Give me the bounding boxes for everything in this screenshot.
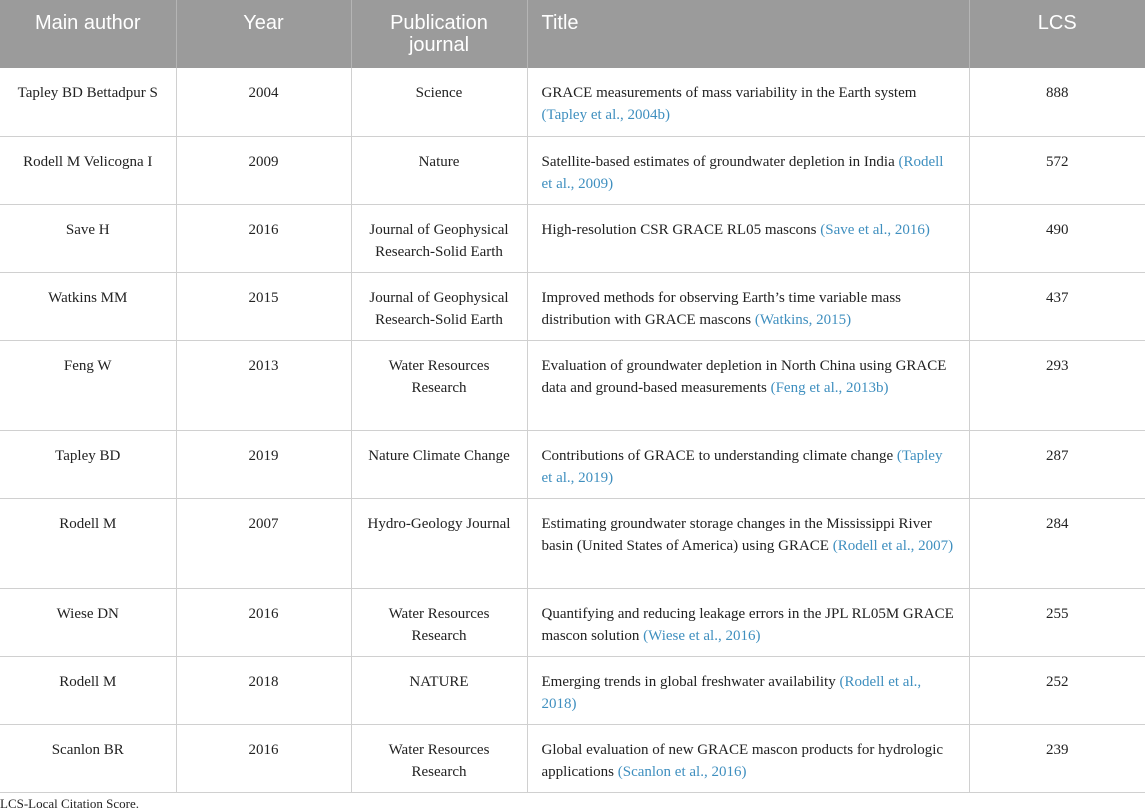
- author-cell: Watkins MM: [0, 272, 176, 340]
- journal-cell: Nature: [351, 136, 527, 204]
- lcs-cell: 239: [969, 724, 1145, 792]
- header-author: Main author: [0, 0, 176, 68]
- journal-cell: Journal of Geophysical Research-Solid Earth: [351, 204, 527, 272]
- journal-cell: NATURE: [351, 656, 527, 724]
- journal-cell: Nature Climate Change: [351, 430, 527, 498]
- author-cell: Feng W: [0, 340, 176, 430]
- year-cell: 2004: [176, 68, 351, 136]
- author-cell: Rodell M: [0, 656, 176, 724]
- title-text: Quantifying and reducing leakage errors in the JPL RL05M GRACE mascon solution: [541, 605, 954, 644]
- table-footnote: LCS-Local Citation Score.: [0, 796, 140, 811]
- citation-link[interactable]: (Rodell et al., 2018): [541, 673, 922, 712]
- citation-link[interactable]: (Wiese et al., 2016): [643, 627, 761, 644]
- table-row: [0, 272, 1145, 340]
- table-row: [0, 498, 1145, 588]
- journal-cell: Water Resources Research: [351, 340, 527, 430]
- lcs-cell: 888: [969, 68, 1145, 136]
- year-cell: 2013: [176, 340, 351, 430]
- author-cell: Wiese DN: [0, 588, 176, 656]
- author-cell: Tapley BD Bettadpur S: [0, 68, 176, 136]
- citation-link[interactable]: (Rodell et al., 2007): [832, 537, 954, 554]
- title-cell: [527, 588, 969, 656]
- title-text: GRACE measurements of mass variability in the Earth system: [541, 85, 917, 101]
- table-row: [0, 430, 1145, 498]
- table-row: [0, 68, 1145, 136]
- year-cell: 2018: [176, 656, 351, 724]
- author-cell: Tapley BD: [0, 430, 176, 498]
- header-journal: Publication journal: [351, 0, 527, 68]
- title-cell: [527, 724, 969, 792]
- title-text: Emerging trends in global freshwater availability: [541, 673, 840, 690]
- author-cell: Rodell M: [0, 498, 176, 588]
- year-cell: 2016: [176, 724, 351, 792]
- title-text: Evaluation of groundwater depletion in North China using GRACE data and ground-based measurements: [541, 357, 947, 396]
- title-text: Estimating groundwater storage changes in the Mississippi River basin (United States of America) using GRACE: [541, 515, 932, 554]
- year-cell: 2015: [176, 272, 351, 340]
- title-cell: [527, 498, 969, 588]
- journal-cell: Journal of Geophysical Research-Solid Earth: [351, 272, 527, 340]
- header-year: Year: [176, 0, 351, 68]
- title-cell: [527, 340, 969, 430]
- table-row: [0, 724, 1145, 792]
- citation-link[interactable]: (Rodell et al., 2009): [541, 153, 944, 192]
- year-cell: 2019: [176, 430, 351, 498]
- title-text: Satellite-based estimates of groundwater depletion in India: [541, 153, 899, 170]
- lcs-cell: 293: [969, 340, 1145, 430]
- citation-link[interactable]: (Tapley et al., 2019): [541, 447, 943, 486]
- year-cell: 2007: [176, 498, 351, 588]
- lcs-cell: 252: [969, 656, 1145, 724]
- citation-link[interactable]: (Tapley et al., 2004b): [541, 107, 670, 123]
- lcs-cell: 572: [969, 136, 1145, 204]
- author-cell: Rodell M Velicogna I: [0, 136, 176, 204]
- title-cell: [527, 430, 969, 498]
- citation-link[interactable]: (Watkins, 2015): [754, 311, 852, 328]
- table-row: [0, 588, 1145, 656]
- journal-cell: Science: [351, 68, 527, 136]
- header-row: [0, 0, 1145, 68]
- lcs-cell: 284: [969, 498, 1145, 588]
- author-cell: Save H: [0, 204, 176, 272]
- table-row: [0, 136, 1145, 204]
- year-cell: 2016: [176, 204, 351, 272]
- author-cell: Scanlon BR: [0, 724, 176, 792]
- title-text: Contributions of GRACE to understanding climate change: [541, 447, 897, 464]
- header-lcs: LCS: [969, 0, 1145, 68]
- header-title: Title: [527, 0, 969, 68]
- year-cell: 2009: [176, 136, 351, 204]
- title-cell: [527, 204, 969, 272]
- journal-cell: Water Resources Research: [351, 588, 527, 656]
- title-text: High-resolution CSR GRACE RL05 mascons: [541, 221, 821, 238]
- table-row: [0, 204, 1145, 272]
- journal-cell: Water Resources Research: [351, 724, 527, 792]
- title-text: Global evaluation of new GRACE mascon products for hydrologic applications: [541, 741, 944, 780]
- table-row: [0, 340, 1145, 430]
- title-cell: [527, 272, 969, 340]
- citation-link[interactable]: (Scanlon et al., 2016): [617, 763, 747, 780]
- lcs-cell: 287: [969, 430, 1145, 498]
- title-text: Improved methods for observing Earth’s time variable mass distribution with GRACE mascons: [541, 289, 901, 328]
- title-cell: [527, 68, 969, 136]
- lcs-cell: 490: [969, 204, 1145, 272]
- table-row: [0, 656, 1145, 724]
- citation-link[interactable]: (Save et al., 2016): [820, 221, 930, 238]
- year-cell: 2016: [176, 588, 351, 656]
- lcs-cell: 437: [969, 272, 1145, 340]
- title-cell: [527, 136, 969, 204]
- title-cell: [527, 656, 969, 724]
- journal-cell: Hydro-Geology Journal: [351, 498, 527, 588]
- lcs-cell: 255: [969, 588, 1145, 656]
- citation-link[interactable]: (Feng et al., 2013b): [770, 379, 889, 396]
